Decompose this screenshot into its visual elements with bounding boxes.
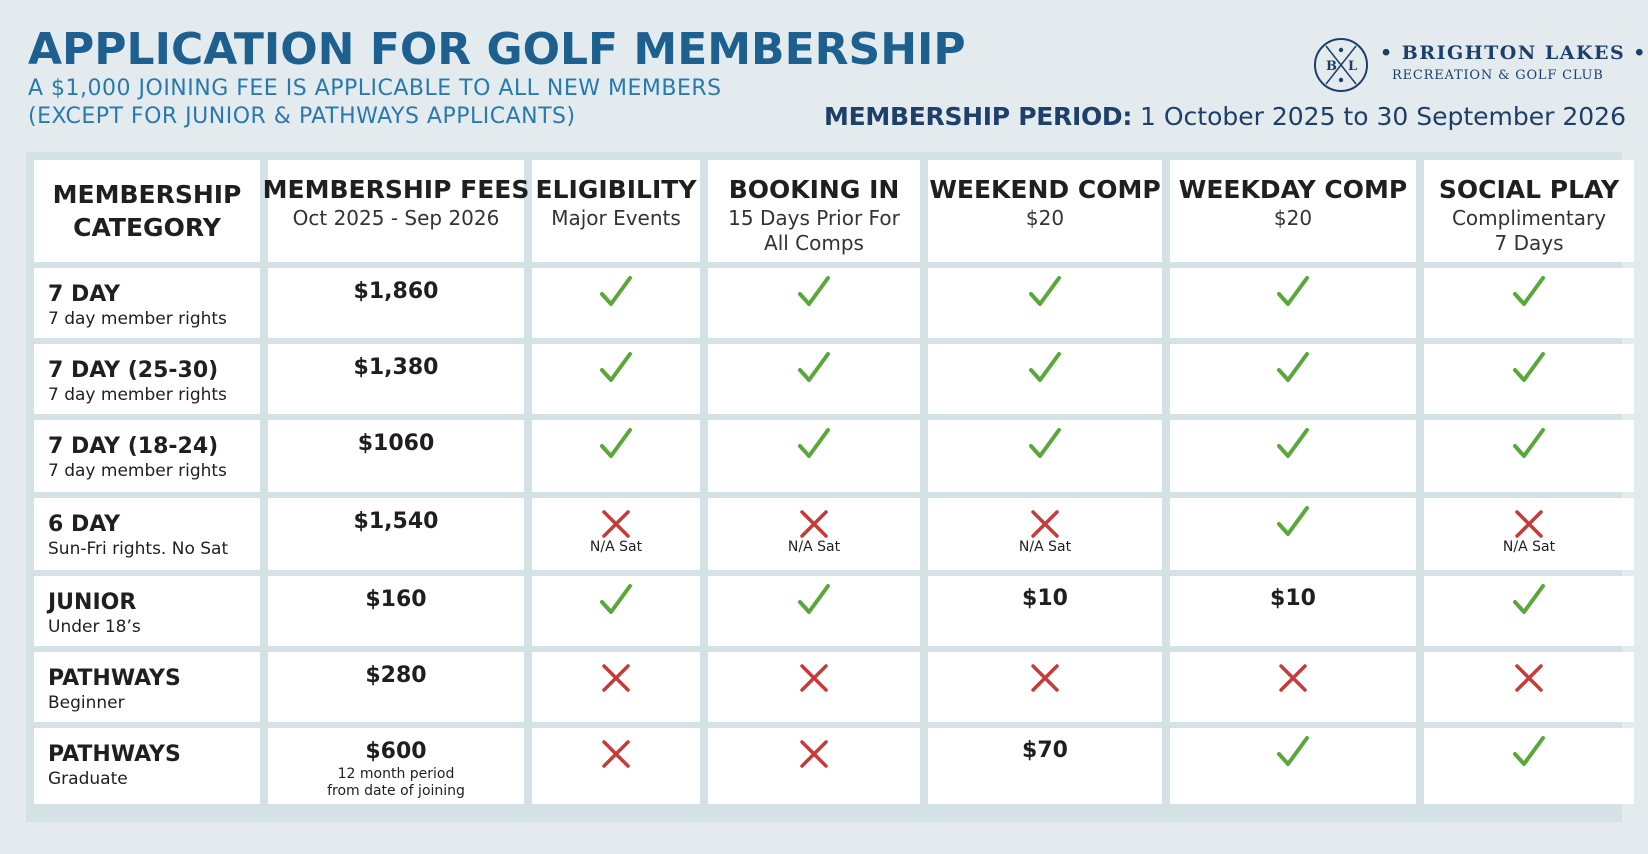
category-name: 7 DAY (25-30) [48,358,219,383]
cross-icon [798,508,830,540]
logo-emblem-icon [1312,36,1370,94]
category-description: Under 18’s [48,617,141,637]
feature-cell [1170,498,1416,570]
header-cell-1 [262,160,530,262]
cross-icon [798,738,830,770]
feature-cell [1424,498,1634,570]
fee-value: $160 [365,587,427,612]
na-note: N/A Sat [1018,539,1072,555]
check-icon [796,350,832,386]
na-note: N/A Sat [787,539,841,555]
feature-cell [1170,576,1416,646]
feature-cell [1424,344,1634,414]
cross-icon [1029,662,1061,694]
category-cell [34,576,260,646]
category-cell [34,498,260,570]
header-subtitle: Major Events [551,206,681,230]
category-description: Graduate [48,769,128,789]
header-subtitle-line2: 7 Days [1494,231,1564,255]
feature-cell [1170,728,1416,804]
check-icon [1275,504,1311,540]
check-icon [598,350,634,386]
category-name: PATHWAYS [48,666,181,691]
feature-cell [708,728,920,804]
header-cell-6 [1424,160,1634,262]
feature-cell [532,344,700,414]
feature-cell [1170,652,1416,722]
header-title: WEEKEND COMP [929,175,1161,204]
fee-value: $280 [365,663,427,688]
header-title: ELIGIBILITY [535,175,697,204]
category-description: 7 day member rights [48,385,227,405]
header-cell-3 [708,160,920,262]
feature-cell [532,652,700,722]
category-name: 7 DAY (18-24) [48,434,219,459]
feature-cell [532,268,700,338]
cross-icon [1277,662,1309,694]
feature-cell [532,576,700,646]
club-logo [1312,36,1647,96]
membership-period [824,102,1626,131]
svg-text:L: L [1348,59,1358,74]
feature-cell [532,420,700,492]
na-note: N/A Sat [589,539,643,555]
header-title: MEMBERSHIP FEES [262,175,530,204]
feature-cell [928,268,1162,338]
fee-value: $600 [365,739,427,764]
fee-note: 12 month period [337,766,455,782]
check-icon [796,582,832,618]
category-name: JUNIOR [48,590,137,615]
feature-cell [1424,728,1634,804]
category-description: 7 day member rights [48,309,227,329]
feature-cell [1170,268,1416,338]
feature-cell [928,728,1162,804]
fee-value: $1,860 [353,279,439,304]
category-name: 7 DAY [48,282,121,307]
page-title: APPLICATION FOR GOLF MEMBERSHIP [28,24,966,75]
feature-cell [708,652,920,722]
feature-value: $70 [1022,738,1068,763]
fee-cell [268,576,524,646]
header-subtitle: 15 Days Prior For [728,206,900,230]
header-cell-0 [34,160,260,262]
cross-icon [600,508,632,540]
category-description: Sun-Fri rights. No Sat [48,539,229,559]
check-icon [1275,734,1311,770]
header-subtitle: $20 [1025,206,1065,230]
category-description: 7 day member rights [48,461,227,481]
fee-note-line2: from date of joining [327,783,465,799]
header-title: MEMBERSHIP [52,180,242,209]
check-icon [1027,350,1063,386]
fee-cell [268,652,524,722]
check-icon [1511,274,1547,310]
feature-cell [708,344,920,414]
category-cell [34,652,260,722]
check-icon [1511,426,1547,462]
header-subtitle: Oct 2025 - Sep 2026 [292,206,500,230]
header-subtitle: Complimentary [1451,206,1607,230]
feature-cell [1170,344,1416,414]
feature-cell [928,576,1162,646]
feature-cell [532,728,700,804]
feature-cell [1170,420,1416,492]
check-icon [1511,582,1547,618]
check-icon [598,426,634,462]
header-title: BOOKING IN [728,175,900,204]
check-icon [1511,734,1547,770]
category-cell [34,420,260,492]
fee-cell [268,498,524,570]
header-subtitle: $20 [1273,206,1313,230]
cross-icon [600,662,632,694]
check-icon [1275,350,1311,386]
cross-icon [600,738,632,770]
fee-cell [268,728,524,804]
feature-cell [708,576,920,646]
check-icon [1511,350,1547,386]
feature-cell [928,344,1162,414]
club-tagline: RECREATION & GOLF CLUB [1392,68,1604,83]
header-cell-2 [532,160,700,262]
feature-cell [928,652,1162,722]
category-name: PATHWAYS [48,742,181,767]
joining-fee-exception: (EXCEPT FOR JUNIOR & PATHWAYS APPLICANTS) [28,104,576,129]
fee-cell [268,268,524,338]
svg-text:B: B [1326,59,1337,74]
check-icon [598,582,634,618]
fee-cell [268,420,524,492]
feature-cell [708,420,920,492]
header-title-line2: CATEGORY [73,213,221,242]
fee-value: $1,540 [353,509,439,534]
feature-cell [1424,268,1634,338]
fee-cell [268,344,524,414]
check-icon [1275,274,1311,310]
header-title: WEEKDAY COMP [1178,175,1408,204]
check-icon [1275,426,1311,462]
header-cell-4 [928,160,1162,262]
check-icon [1027,426,1063,462]
check-icon [598,274,634,310]
header-subtitle-line2: All Comps [764,231,864,255]
cross-icon [1029,508,1061,540]
feature-value: $10 [1270,586,1316,611]
fee-value: $1060 [357,431,435,456]
category-cell [34,344,260,414]
cross-icon [1513,662,1545,694]
joining-fee-note: A $1,000 JOINING FEE IS APPLICABLE TO ALL NEW MEMBERS [28,76,722,101]
category-description: Beginner [48,693,125,713]
cross-icon [1513,508,1545,540]
check-icon [796,426,832,462]
na-note: N/A Sat [1502,539,1556,555]
membership-period-value: 1 October 2025 to 30 September 2026 [1140,102,1626,131]
feature-cell [532,498,700,570]
feature-cell [708,498,920,570]
membership-period-label: MEMBERSHIP PERIOD: [824,102,1133,131]
category-cell [34,728,260,804]
header-cell-5 [1170,160,1416,262]
category-name: 6 DAY [48,512,121,537]
feature-cell [708,268,920,338]
club-name: • BRIGHTON LAKES • [1380,42,1647,64]
cross-icon [798,662,830,694]
header-title: SOCIAL PLAY [1438,175,1620,204]
check-icon [796,274,832,310]
feature-cell [1424,576,1634,646]
fee-value: $1,380 [353,355,439,380]
membership-table [26,152,1622,822]
feature-cell [1424,652,1634,722]
feature-cell [928,420,1162,492]
check-icon [1027,274,1063,310]
feature-value: $10 [1022,586,1068,611]
feature-cell [928,498,1162,570]
feature-cell [1424,420,1634,492]
category-cell [34,268,260,338]
